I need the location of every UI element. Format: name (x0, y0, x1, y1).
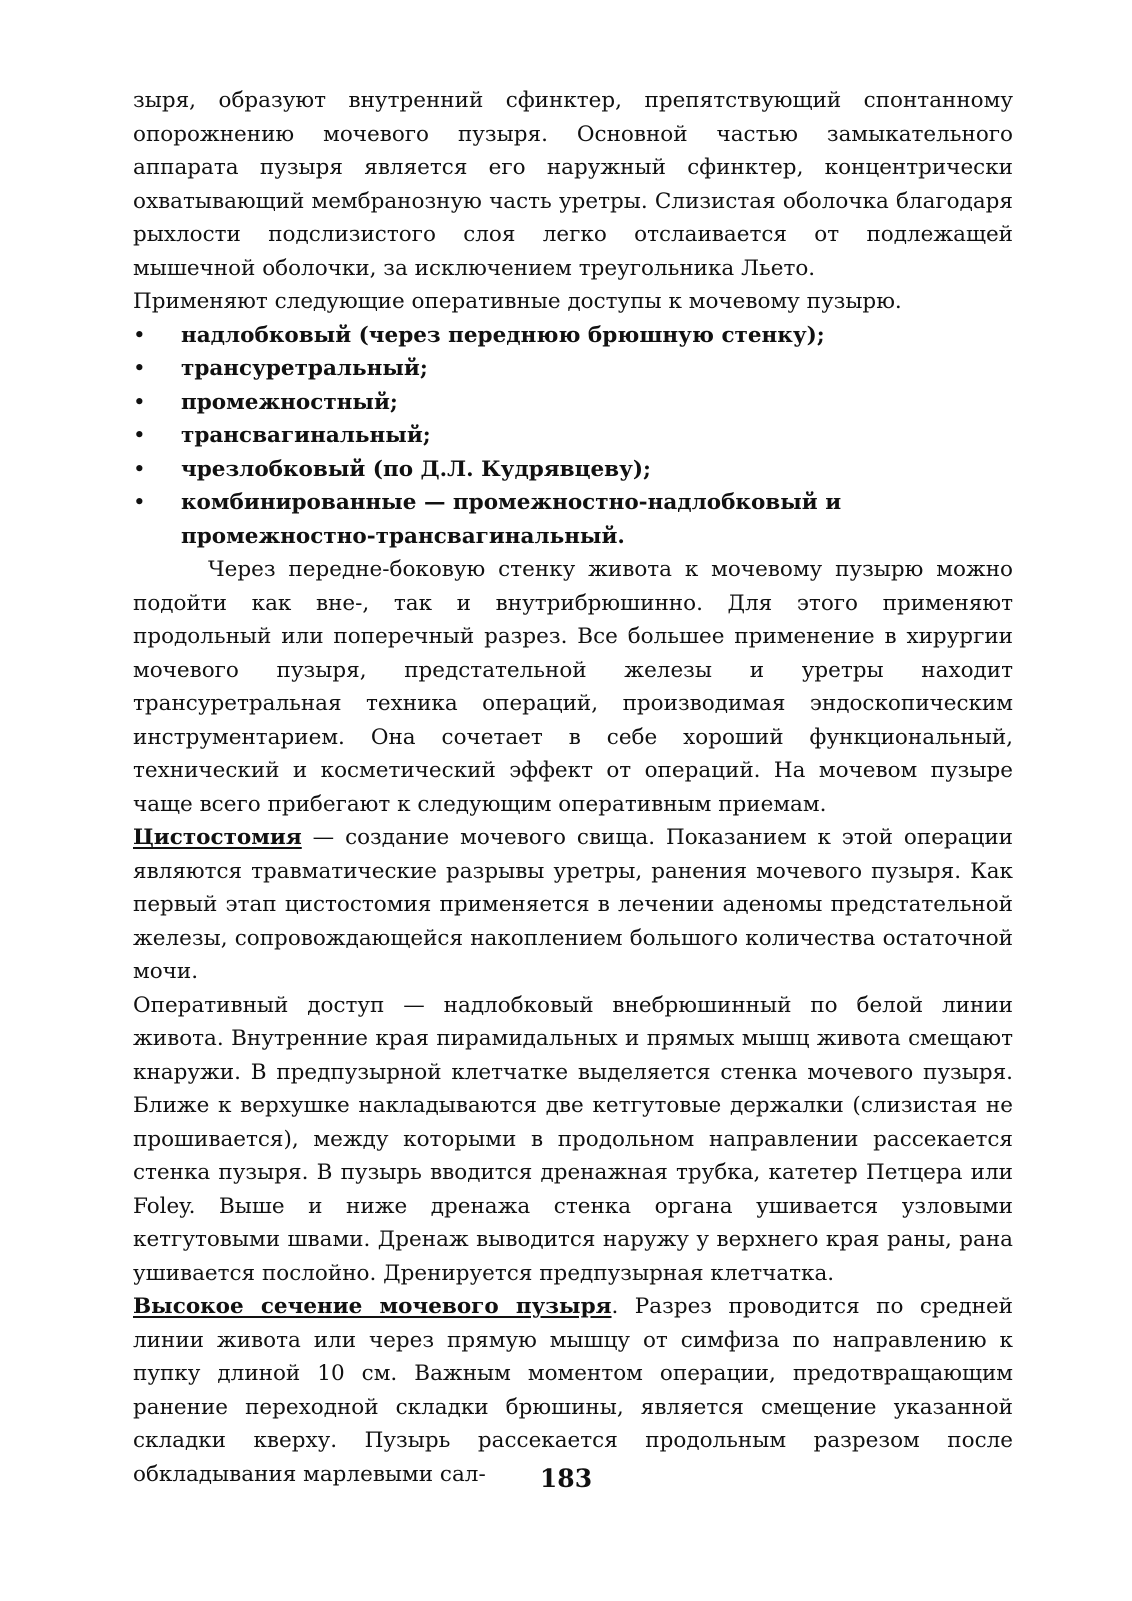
bullet-icon: • (133, 423, 146, 448)
list-item (133, 453, 1013, 487)
cystostomy-term: Цистостомия (133, 825, 302, 850)
access-list (133, 319, 1013, 554)
list-item-text: промежностный; (181, 389, 398, 415)
list-item-text: комбинированные — промежностно-надлобковый и промежностно-трансвагинальный. (181, 490, 842, 549)
cystostomy-text: — создание мочевого свища. Показанием к этой операции являются травматические разрывы уретры, ранения мочевого пузыря. Как первый этап цистостомия применяется в лечении аденомы предстательной железы, сопровождающейся накоплением большого количества остаточной мочи. (133, 825, 1013, 984)
bullet-icon: • (133, 322, 146, 348)
high-section-text: . Разрез проводится по средней линии живота или через прямую мышцу от симфиза по направлению к пупку длиной 10 см. Важным моментом операции, предотвращающим ранение переходной складки брюшины, является смещение указанной складки кверху. Пузырь рассекается продольным разрезом после обкладывания марлевыми сал- (133, 1294, 1013, 1487)
high-section-term: Высокое сечение мочевого пузыря (133, 1294, 612, 1319)
page-number: 183 (539, 1464, 593, 1493)
list-item (133, 319, 1013, 353)
bullet-icon: • (133, 389, 146, 415)
anterolateral-paragraph: Через передне-боковую стенку живота к мочевому пузырю можно подойти как вне-, так и внутрибрюшинно. Для этого применяют продольный или поперечный разрез. Все большее применение в хирургии мочевого пузыря, предстательной железы и уретры находит трансуретральная техника операций, производимая эндоскопическим инструментарием. Она сочетает в себе хороший функциональный, технический и косметический эффект от операций. На мочевом пузыре чаще всего прибегают к следующим оперативным приемам. (133, 557, 1013, 817)
list-item (133, 352, 1013, 386)
list-item-text: трансуретральный; (181, 356, 428, 381)
list-item-text: трансвагинальный; (181, 423, 431, 448)
high-section-paragraph (133, 1290, 1013, 1491)
cystostomy-access-paragraph: Оперативный доступ — надлобковый внебрюшинный по белой линии живота. Внутренние края пирамидальных и прямых мышц живота смещают кнаружи. В предпузырной клетчатке выделяется стенка мочевого пузыря. Ближе к верхушке накладываются две кетгутовые держалки (слизистая не прошивается), между которыми в продольном направлении рассекается стенка пузыря. В пузырь вводится дренажная трубка, катетер Петцера или Foley. Выше и ниже дренажа стенка органа ушивается узловыми кетгутовыми швами. Дренаж выводится наружу у верхнего края раны, рана ушивается послойно. Дренируется предпузырная клетчатка. (133, 992, 1013, 1286)
list-item (133, 386, 1013, 420)
access-intro-paragraph: Применяют следующие оперативные доступы к мочевому пузырю. (133, 289, 902, 314)
bullet-icon: • (133, 490, 146, 515)
intro-paragraph: зыря, образуют внутренний сфинктер, препятствующий спонтанному опорожнению мочевого пузыря. Основной частью замыкательного аппарата пузыря является его наружный сфинктер, концентрически охватывающий мембранозную часть уретры. Слизистая оболочка благодаря рыхлости подслизистого слоя легко отслаивается от подлежащей мышечной оболочки, за исключением треугольника Льето. (133, 88, 1013, 281)
page-content (133, 84, 1013, 1491)
list-item (133, 486, 1013, 553)
list-item-text: надлобковый (через переднюю брюшную стенку); (181, 322, 825, 348)
cystostomy-paragraph (133, 821, 1013, 989)
bullet-icon: • (133, 356, 146, 381)
list-item (133, 419, 1013, 453)
bullet-icon: • (133, 456, 146, 482)
list-item-text: чрезлобковый (по Д.Л. Кудрявцеву); (181, 456, 651, 482)
